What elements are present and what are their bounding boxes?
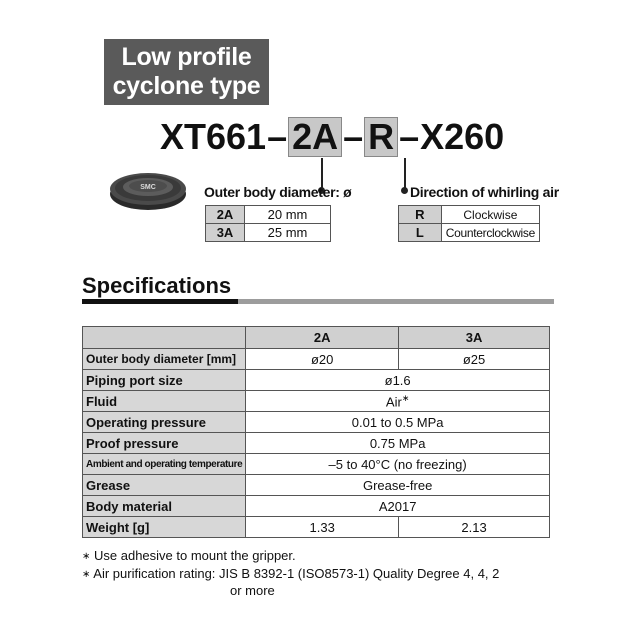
outer-body-code: 3A xyxy=(206,224,245,242)
row-label: Grease xyxy=(83,475,246,496)
cell-value: 0.01 to 0.5 MPa xyxy=(246,412,550,433)
model-number xyxy=(160,117,504,157)
model-size-code: 2A xyxy=(288,117,342,157)
cell-value: 0.75 MPa xyxy=(246,433,550,454)
note-text: Air purification rating: JIS B 8392-1 (ISO8573-1) Quality Degree 4, 4, 2 xyxy=(93,566,500,581)
outer-body-label: Outer body diameter: ø xyxy=(204,184,352,200)
model-suffix: X260 xyxy=(420,116,505,157)
row-label: Fluid xyxy=(83,391,246,412)
note-mark: ∗ xyxy=(82,551,91,562)
fluid-value: Air xyxy=(385,394,402,410)
heading-rule-dark xyxy=(82,299,238,304)
cell-value: 2.13 xyxy=(399,517,550,538)
row-label: Piping port size xyxy=(83,370,246,391)
direction-code: L xyxy=(399,224,442,242)
footnote-mark: ∗ xyxy=(401,392,410,403)
specifications-heading: Specifications xyxy=(82,273,232,298)
title-box xyxy=(104,39,269,105)
row-label: Outer body diameter [mm] xyxy=(83,349,246,370)
cell-value: ø20 xyxy=(246,349,399,370)
table-row xyxy=(83,496,550,517)
table-row xyxy=(83,475,550,496)
cell-value: A2017 xyxy=(246,496,550,517)
outer-body-code: 2A xyxy=(206,206,245,224)
note-mark: ∗ xyxy=(82,569,91,580)
row-label: Proof pressure xyxy=(83,433,246,454)
header-blank xyxy=(83,327,246,349)
outer-body-value: 25 mm xyxy=(245,224,331,242)
cell-value: ø25 xyxy=(399,349,550,370)
direction-label: Direction of whirling air xyxy=(410,184,559,200)
model-base: XT661 xyxy=(160,116,267,157)
note-2 xyxy=(82,565,499,583)
table-row xyxy=(83,454,550,475)
cell-value: ø1.6 xyxy=(246,370,550,391)
cell-value: Grease-free xyxy=(246,475,550,496)
table-row xyxy=(206,224,331,242)
row-label: Weight [g] xyxy=(83,517,246,538)
note-text: Use adhesive to mount the gripper. xyxy=(94,548,296,563)
table-row xyxy=(83,412,550,433)
row-label: Body material xyxy=(83,496,246,517)
direction-value: Counterclockwise xyxy=(441,224,539,242)
note-1 xyxy=(82,547,296,565)
cell-value: –5 to 40°C (no freezing) xyxy=(246,454,550,475)
direction-table xyxy=(398,205,540,242)
title-line-2: cyclone type xyxy=(112,72,261,100)
product-image xyxy=(108,168,188,212)
table-row xyxy=(83,391,550,412)
table-row xyxy=(83,517,550,538)
row-label: Ambient and operating temperature xyxy=(83,454,246,475)
heading-rule-grey xyxy=(238,299,554,304)
model-dash-3: – xyxy=(399,116,420,157)
cell-value xyxy=(246,391,550,412)
note-2-continuation: or more xyxy=(230,583,275,598)
direction-connector-dot xyxy=(401,187,408,194)
model-dash-2: – xyxy=(343,116,364,157)
column-header: 2A xyxy=(246,327,399,349)
row-label: Operating pressure xyxy=(83,412,246,433)
table-row xyxy=(399,224,540,242)
product-logo-text: SMC xyxy=(140,184,156,191)
direction-connector-line xyxy=(404,158,406,190)
model-dash-1: – xyxy=(267,116,288,157)
table-row xyxy=(83,433,550,454)
title-line-1: Low profile xyxy=(121,43,252,71)
table-row xyxy=(399,206,540,224)
outer-body-value: 20 mm xyxy=(245,206,331,224)
direction-value: Clockwise xyxy=(441,206,539,224)
table-row xyxy=(83,349,550,370)
specifications-table xyxy=(82,326,550,538)
table-row xyxy=(83,370,550,391)
outer-body-table xyxy=(205,205,331,242)
column-header: 3A xyxy=(399,327,550,349)
table-header-row xyxy=(83,327,550,349)
table-row xyxy=(206,206,331,224)
cell-value: 1.33 xyxy=(246,517,399,538)
direction-code: R xyxy=(399,206,442,224)
model-direction-code: R xyxy=(364,117,398,157)
